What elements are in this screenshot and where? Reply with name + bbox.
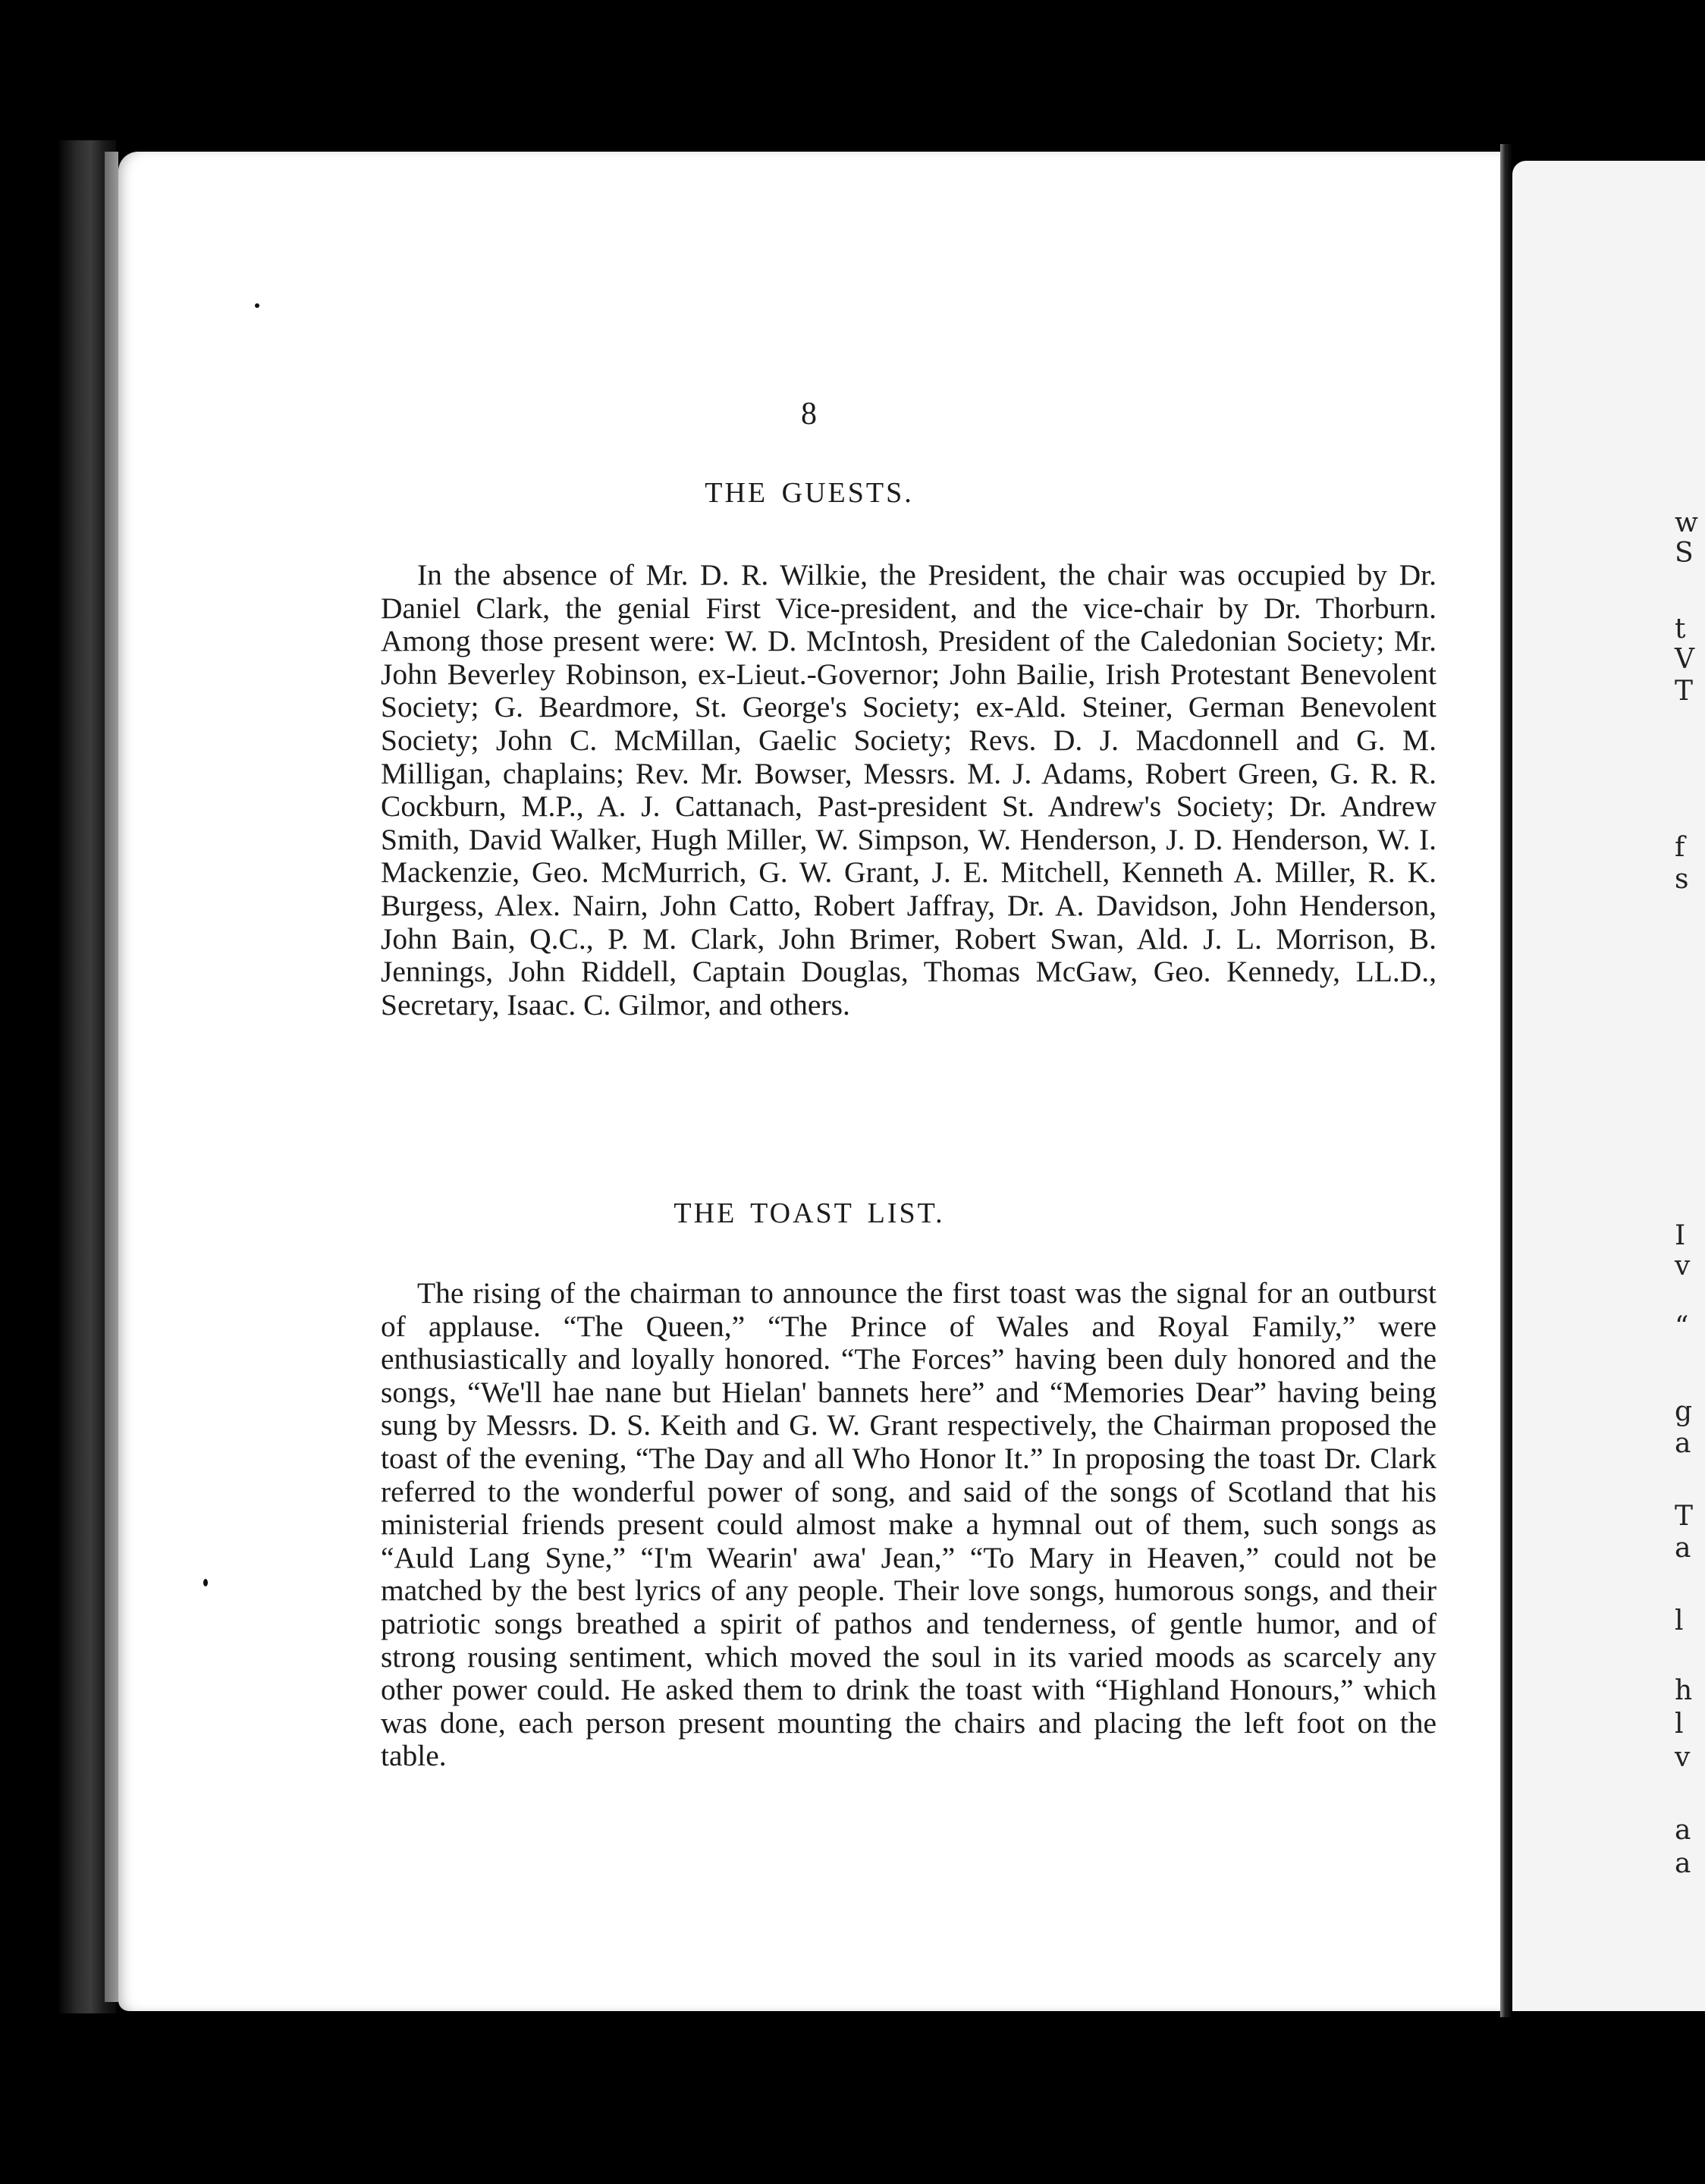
facing-page-fragment: g	[1675, 1396, 1693, 1427]
section-body-toast-list: The rising of the chairman to announce the first toast was the signal for an outburst of applause. “The Queen,” “The Prince of Wales and Royal Family,” were enthusiastically and loyally honored. “The Forces” having been duly honored and the songs, “We'll hae nane but Hielan' bannets here” and “Memories Dear” having being sung by Messrs. D. S. Keith and G. W. Grant respectively, the Chairman proposed the toast of the evening, “The Day and all Who Honor It.” In proposing the toast Dr. Clark referred to the wonderful power of song, and said of the songs of Scotland that his ministerial friends present could almost make a hymnal out of them, such songs as “Auld Lang Syne,” “I'm Wearin' awa' Jean,” “To Mary in Heaven,” could not be matched by the best lyrics of any people. Their love songs, humorous songs, and their patriotic songs breathed a spirit of pathos and tenderness, of gentle humor, and of strong rousing sentiment, which moved the soul in its varied moods as scarcely any other power could. He asked them to drink the toast with “Highland Honours,” which was done, each person present mounting the chairs and placing the left foot on the table.	[381, 1276, 1437, 1773]
page-edge	[105, 152, 118, 2002]
facing-page-fragment: a	[1675, 1815, 1691, 1846]
facing-page-fragment: w	[1675, 507, 1698, 538]
facing-page-fragment: h	[1675, 1675, 1693, 1706]
facing-page-fragment: “	[1675, 1311, 1689, 1342]
facing-page-fragment: T	[1675, 1501, 1694, 1532]
section-heading-guests: THE GUESTS.	[705, 477, 914, 509]
book-gutter	[1500, 144, 1512, 2017]
facing-page-fragment: l	[1675, 1709, 1684, 1740]
ink-speck	[203, 1579, 208, 1586]
section-body-guests: In the absence of Mr. D. R. Wilkie, the President, the chair was occupied by Dr. Daniel Clark, the genial First Vice-president, and the vice-chair by Dr. Thorburn. Among those present were: W. D. McIntosh, President of the Caledonian Society; Mr. John Beverley Robinson, ex-Lieut.-Governor; John Bailie, Irish Protestant Benevolent Society; G. Beardmore, St. George's Society; ex-Ald. Steiner, German Benevolent Society; John C. McMillan, Gaelic Society; Revs. D. J. Macdonnell and G. M. Milligan, chaplains; Rev. Mr. Bowser, Messrs. M. J. Adams, Robert Green, G. R. R. Cockburn, M.P., A. J. Cattanach, Past-president St. Andrew's Society; Dr. Andrew Smith, David Walker, Hugh Miller, W. Simpson, W. Henderson, J. D. Henderson, W. I. Mackenzie, Geo. McMurrich, G. W. Grant, J. E. Mitchell, Kenneth A. Miller, R. K. Burgess, Alex. Nairn, John Catto, Robert Jaffray, Dr. A. Davidson, John Henderson, John Bain, Q.C., P. M. Clark, John Brimer, Robert Swan, Ald. J. L. Morrison, B. Jennings, John Riddell, Captain Douglas, Thomas McGaw, Geo. Kennedy, LL.D., Secretary, Isaac. C. Gilmor, and others.	[381, 558, 1437, 1021]
facing-page-fragment: S	[1675, 538, 1694, 569]
facing-page-fragment: a	[1675, 1848, 1691, 1879]
facing-page-fragment: T	[1675, 676, 1694, 707]
book-page	[118, 152, 1500, 2011]
facing-page-fragment: v	[1675, 1742, 1691, 1773]
facing-page-fragment: I	[1675, 1220, 1686, 1251]
facing-page-fragment: V	[1675, 644, 1694, 675]
ink-speck	[255, 303, 259, 308]
facing-page	[1512, 161, 1705, 2011]
page-number: 8	[801, 397, 818, 431]
facing-page-fragment: a	[1675, 1533, 1691, 1564]
facing-page-fragment: l	[1675, 1605, 1684, 1636]
facing-page-fragment: s	[1675, 864, 1689, 895]
section-heading-toast-list: THE TOAST LIST.	[674, 1197, 945, 1229]
facing-page-fragment: a	[1675, 1428, 1691, 1459]
facing-page-fragment: v	[1675, 1250, 1691, 1282]
facing-page-fragment: t	[1675, 613, 1686, 645]
facing-page-fragment: f	[1675, 832, 1685, 863]
